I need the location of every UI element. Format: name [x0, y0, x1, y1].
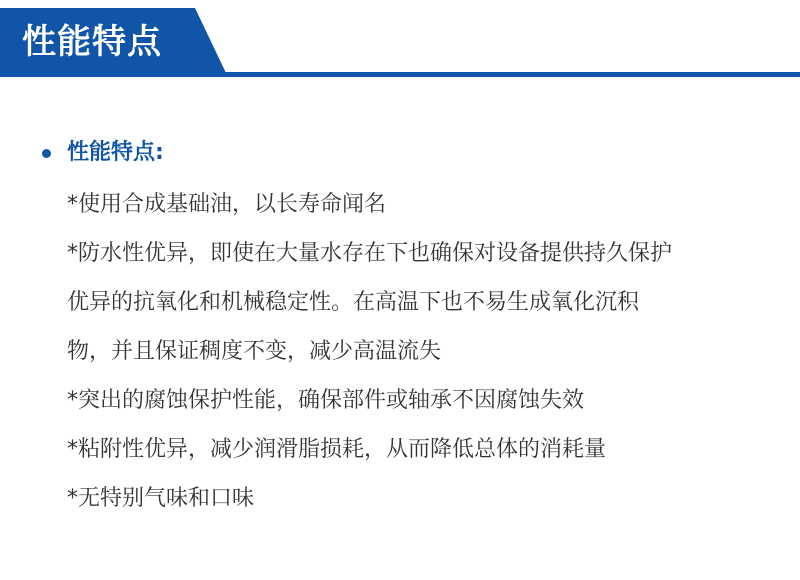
features-section	[0, 132, 800, 511]
feature-line: 优异的抗氧化和机械稳定性。在高温下也不易生成氧化沉积	[67, 290, 640, 315]
section-heading: 性能特点:	[67, 140, 164, 165]
feature-line: *突出的腐蚀保护性能，确保部件或轴承不因腐蚀失效	[67, 388, 585, 413]
feature-line: *使用合成基础油，以长寿命闻名	[67, 192, 387, 217]
header-underline	[0, 72, 800, 77]
header-banner	[0, 0, 800, 80]
feature-line: 物，并且保证稠度不变，减少高温流失	[67, 339, 442, 364]
feature-line: *防水性优异，即使在大量水存在下也确保对设备提供持久保护	[67, 241, 673, 266]
feature-line: *无特别气味和口味	[67, 486, 255, 511]
feature-line: *粘附性优异，减少润滑脂损耗，从而降低总体的消耗量	[67, 437, 607, 462]
bullet-dot-icon	[42, 149, 51, 158]
page-title: 性能特点	[22, 22, 162, 62]
section-heading-row	[0, 132, 800, 180]
feature-list	[67, 180, 777, 523]
